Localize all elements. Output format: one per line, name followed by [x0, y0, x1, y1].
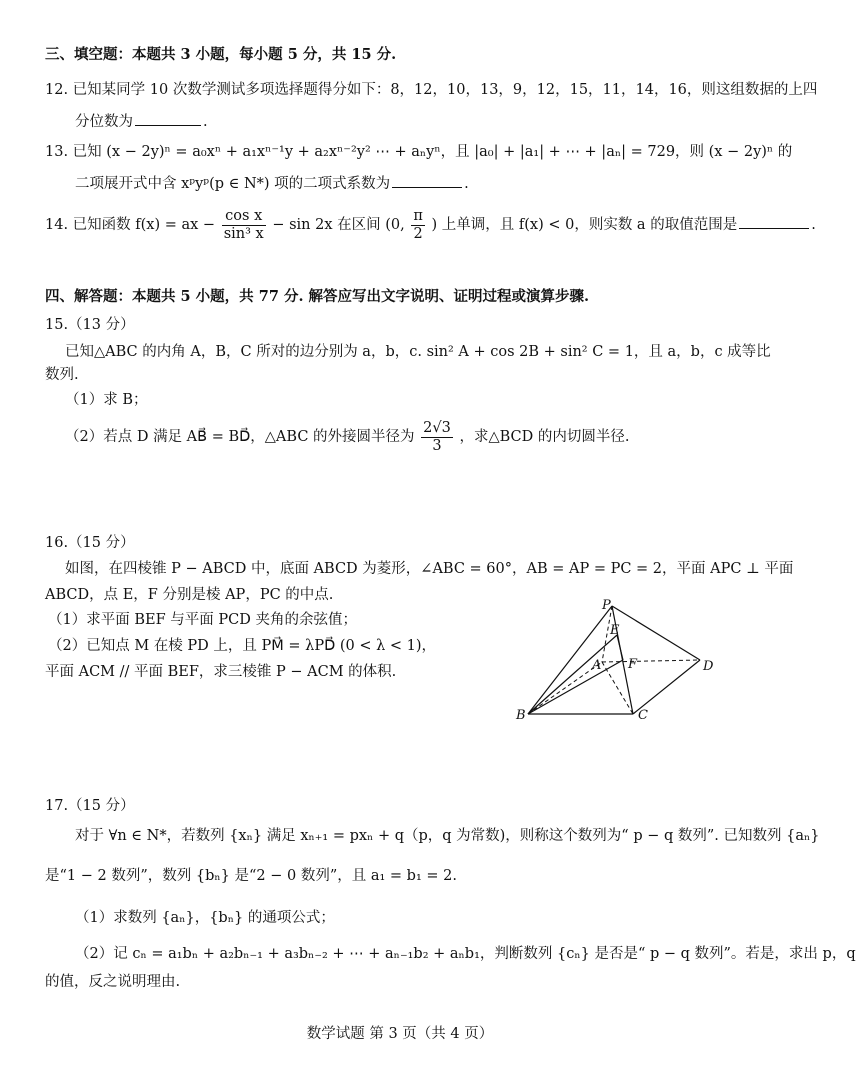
label-f: F [628, 657, 638, 672]
q14-fraction-denominator: sin³ x [223, 225, 264, 242]
edge-ef [617, 635, 623, 660]
q12-line-2 [75, 112, 208, 132]
q14-middle-1: − sin 2x 在区间 (0, [272, 217, 405, 233]
q14-pi-numerator: π [413, 207, 423, 224]
q15-line-2: 数列. [45, 367, 79, 383]
q12-line-2-end: . [203, 114, 208, 130]
q16-score: 16.（15 分） [45, 535, 135, 551]
q13-line-2-end: . [464, 176, 469, 192]
q16-part-2-line-1: （2）已知点 M 在棱 PD 上，且 PM⃗ = λPD⃗ (0 < λ < 1)， [48, 638, 437, 654]
edge-cd [633, 660, 700, 714]
q17-line-1: 对于 ∀n ∈ N*，若数列 {xₙ} 满足 xₙ₊₁ = pxₙ + q（p，q 为常数)，则称这个数列为“ p − q 数列”. 已知数列 {aₙ} [75, 828, 820, 844]
edge-be [528, 635, 617, 714]
edge-pd [612, 606, 700, 660]
q14-fraction [222, 208, 266, 243]
q17-part-2-line-1: （2）记 cₙ = a₁bₙ + a₂bₙ₋₁ + a₃bₙ₋₂ + ⋯ + aₙ₋₁b₂ + aₙb₁，判断数列 {cₙ} 是否是“ p − q 数列”。若是，求出 p，q [75, 946, 856, 962]
q16-line-2: ABCD，点 E，F 分别是棱 AP，PC 的中点. [45, 587, 334, 603]
edge-ba-hidden [528, 662, 602, 714]
q12-answer-blank [135, 112, 201, 126]
edge-ad-hidden [602, 660, 700, 662]
q12-line-1: 12. 已知某同学 10 次数学测试多项选择题得分如下：8，12，10，13，9，12，15，11，14，16，则这组数据的上四 [45, 82, 818, 98]
section-4-heading: 四、解答题：本题共 5 小题，共 77 分. 解答应写出文字说明、证明过程或演算步骤. [45, 288, 590, 305]
q14-pi-fraction [411, 208, 425, 243]
label-e: E [610, 623, 620, 638]
q15-line-1: 已知△ABC 的内角 A，B，C 所对的边分别为 a，b，c. sin² A + cos 2B + sin² C = 1，且 a，b，c 成等比 [65, 344, 771, 360]
q16-line-1: 如图，在四棱锥 P − ABCD 中，底面 ABCD 为菱形，∠ABC = 60°，AB = AP = PC = 2，平面 APC ⊥ 平面 [65, 561, 794, 577]
q14-pi-denominator: 2 [413, 225, 423, 242]
q17-part-2-line-2: 的值，反之说明理由. [45, 974, 181, 990]
q15-score: 15.（13 分） [45, 317, 135, 333]
q13-line-2-text: 二项展开式中含 xᵖyᵖ(p ∈ N*) 项的二项式系数为 [75, 176, 391, 192]
q15-radius-denominator: 3 [432, 437, 442, 454]
q17-line-2: 是“1 − 2 数列”，数列 {bₙ} 是“2 − 0 数列”，且 a₁ = b₁ = 2. [45, 868, 457, 884]
page-footer: 数学试题 第 3 页（共 4 页） [306, 1026, 494, 1042]
q15-radius-numerator: 2√3 [423, 419, 451, 436]
q15-radius-fraction [421, 420, 453, 455]
q15-part-1: （1）求 B； [65, 392, 148, 408]
q17-score: 17.（15 分） [45, 798, 135, 814]
q15-part-2-text: （2）若点 D 满足 AB⃗ = BD⃗，△ABC 的外接圆半径为 [65, 429, 415, 445]
edge-bf [528, 660, 623, 714]
q13-line-2 [75, 174, 469, 194]
q14-line [45, 206, 816, 244]
q16-part-1: （1）求平面 BEF 与平面 PCD 夹角的余弦值； [48, 612, 357, 628]
q16-part-2-line-2: 平面 ACM // 平面 BEF，求三棱锥 P − ACM 的体积. [45, 664, 397, 680]
q14-middle-2: ) 上单调，且 f(x) < 0，则实数 a 的取值范围是 [431, 217, 738, 233]
q17-part-1: （1）求数列 {aₙ}，{bₙ} 的通项公式； [75, 910, 335, 926]
q13-answer-blank [392, 174, 462, 188]
label-p: P [602, 598, 611, 613]
q14-answer-blank [739, 215, 809, 229]
q14-fraction-numerator: cos x [222, 208, 266, 226]
q14-prefix: 14. 已知函数 f(x) = ax − [45, 217, 216, 233]
label-c: C [638, 708, 648, 723]
q15-part-2-end: ，求△BCD 的内切圆半径. [459, 429, 630, 445]
pyramid-figure [512, 598, 720, 724]
q15-part-2 [65, 418, 629, 456]
label-a: A [592, 658, 602, 673]
q14-end: . [811, 217, 816, 233]
section-3-heading: 三、填空题：本题共 3 小题，每小题 5 分，共 15 分. [45, 46, 397, 63]
label-b: B [516, 708, 526, 723]
q12-line-2-text: 分位数为 [75, 114, 133, 130]
q13-line-1: 13. 已知 (x − 2y)ⁿ = a₀xⁿ + a₁xⁿ⁻¹y + a₂xⁿ⁻²y² ⋯ + aₙyⁿ，且 |a₀| + |a₁| + ⋯ + |aₙ| = 729，则 (x − 2y)ⁿ 的 [45, 144, 793, 160]
label-d: D [703, 659, 714, 674]
